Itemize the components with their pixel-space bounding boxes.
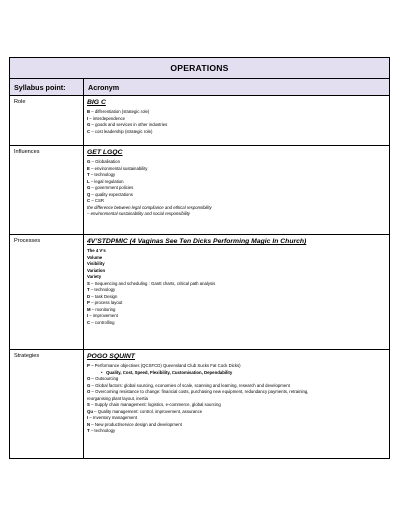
- row-strategies: [10, 350, 390, 459]
- line-key: Qu: [87, 408, 93, 414]
- line-text: – Sequencing and scheduling : Gantt charts, critical path analysis: [89, 280, 216, 286]
- line-key: N: [87, 421, 91, 427]
- row-content: [84, 146, 390, 235]
- row-label: Strategies: [10, 350, 84, 459]
- bullet-icon: •: [101, 369, 107, 375]
- line-text: – technology: [89, 287, 116, 292]
- line-text: – goods and services in other industries: [90, 122, 168, 127]
- line-text: – cost leadership (strategic role): [90, 128, 153, 134]
- operations-table: [9, 57, 390, 459]
- header-row: [10, 79, 390, 96]
- row-processes: [10, 235, 390, 350]
- line-key: C: [87, 198, 91, 203]
- row-influences: [10, 146, 390, 235]
- line-text: – government policies: [90, 185, 134, 190]
- content-line: [87, 428, 387, 435]
- acronym: 4V’STDPMIC (4 Vaginas See Ten Dicks Performing Magic In Church): [87, 238, 307, 245]
- line-key: The 4 V’s: [87, 248, 106, 253]
- line-text: – task Design: [90, 293, 118, 299]
- line-text: Quality, Cost, Speed, Flexibility, Customisation, Dependability: [106, 369, 233, 375]
- line-key: I: [87, 115, 89, 121]
- line-text: – Global factors: global sourcing, economies of scale, scanning and learning, research and development: [90, 382, 290, 388]
- line-key: E: [87, 165, 90, 171]
- line-text: reorganising plant layout, inertia: [87, 395, 148, 401]
- line-text: – process layout: [89, 300, 123, 305]
- row-content: [84, 235, 390, 350]
- line-key: G: [87, 159, 91, 164]
- title-row: [10, 58, 390, 79]
- row-content: [84, 350, 390, 459]
- acronym: POGO SQUINT: [87, 353, 135, 360]
- line-key: I: [87, 415, 89, 420]
- line-text: – CSR: [90, 198, 104, 203]
- line-text: – Outsourcing: [90, 376, 119, 381]
- line-key: C: [87, 319, 91, 325]
- line-text: – Quality management: control, improvement, assurance: [92, 408, 203, 414]
- line-text: – improvement: [88, 313, 118, 318]
- header-syllabus-point: Syllabus point:: [10, 79, 84, 96]
- line-list: [87, 159, 387, 205]
- line-key: O: [87, 376, 91, 381]
- line-text: – Performance objectives (QCSFCD) Queensland Club Sucks Fat Cock Dicks): [89, 363, 241, 368]
- line-key: T: [87, 172, 90, 177]
- line-text: – legal regulation: [89, 178, 124, 184]
- line-text: – Inventory management: [88, 415, 137, 420]
- line-text: – environmental sustainability: [89, 165, 148, 171]
- row-role: [10, 96, 390, 146]
- line-key: S: [87, 402, 90, 407]
- line-key: P: [87, 363, 90, 368]
- page-title: OPERATIONS: [10, 58, 390, 79]
- line-list: [87, 248, 387, 326]
- line-text: – Supply chain management: logistics, e-commerce, global sourcing: [89, 402, 221, 407]
- line-text: – differentiation (strategic role): [90, 109, 150, 114]
- row-label: Processes: [10, 235, 84, 350]
- line-key: T: [87, 428, 90, 433]
- content-line: [87, 320, 387, 327]
- line-key: P: [87, 300, 90, 305]
- line-text: – technology: [89, 172, 116, 177]
- line-text: – controlling: [90, 319, 115, 325]
- line-text: – New product/service design and development: [90, 421, 182, 427]
- line-key: C: [87, 128, 91, 134]
- line-key: Variation: [87, 267, 106, 273]
- line-text: – quality expectations: [90, 191, 133, 197]
- row-label: Role: [10, 96, 84, 146]
- line-text: – Globalisation: [90, 159, 120, 164]
- note-line: the difference between legal compliance and ethical responsibility: [87, 204, 212, 210]
- acronym: GET LGQC: [87, 149, 123, 156]
- line-key: G: [87, 122, 91, 127]
- line-key: G: [87, 185, 91, 190]
- row-label: Influences: [10, 146, 84, 235]
- line-key: D: [87, 293, 91, 299]
- line-key: Visibility: [87, 261, 105, 266]
- acronym: BIG C: [87, 99, 106, 106]
- line-key: M: [87, 306, 91, 312]
- line-text: – technology: [89, 428, 116, 433]
- header-acronym: Acronym: [84, 79, 390, 96]
- line-key: Q: [87, 191, 91, 197]
- line-key: L: [87, 178, 90, 184]
- row-content: [84, 96, 390, 146]
- operations-sheet: [9, 57, 390, 459]
- content-line: [87, 129, 387, 136]
- note-line: – environmental sustainability and social responsibility: [87, 211, 190, 216]
- line-key: Volume: [87, 254, 103, 260]
- line-text: – Overcoming resistance to change: financial costs, purchasing new equipment, redundancy payments, retraining,: [90, 389, 309, 394]
- line-key: T: [87, 287, 90, 292]
- line-text: – monitoring: [90, 306, 116, 312]
- line-key: O: [87, 389, 91, 394]
- line-text: – interdependence: [88, 115, 125, 121]
- line-list: [87, 109, 387, 135]
- line-key: B: [87, 109, 91, 114]
- line-list: [87, 363, 387, 435]
- line-key: S: [87, 280, 90, 286]
- line-key: I: [87, 313, 89, 318]
- line-key: G: [87, 382, 91, 388]
- line-key: Variety: [87, 274, 102, 279]
